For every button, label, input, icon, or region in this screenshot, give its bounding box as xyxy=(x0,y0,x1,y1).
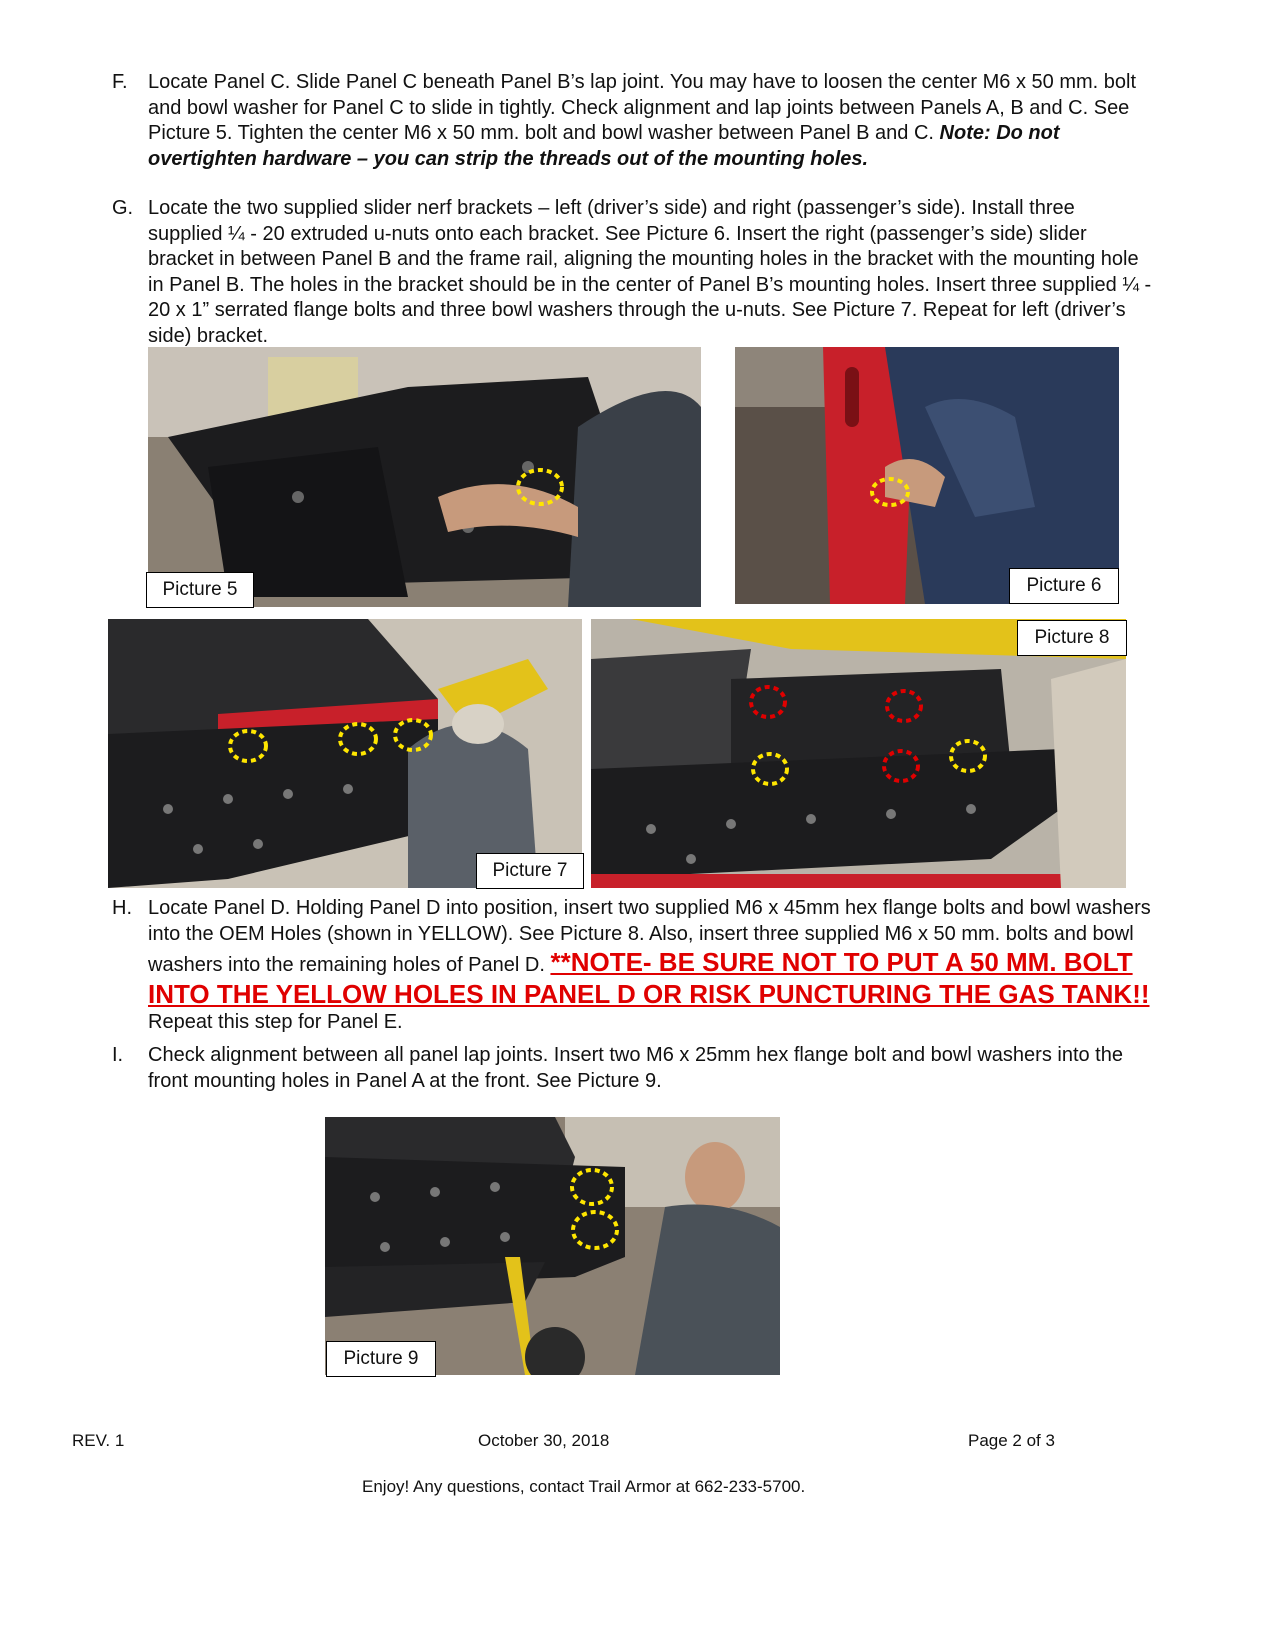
picture-7-caption: Picture 7 xyxy=(476,853,584,889)
step-text: Locate Panel D. Holding Panel D into position, insert two supplied M6 x 45mm hex flange bolts and bowl washers into the OEM Holes (shown in YELLOW). See Picture 8. Also, insert three supplied M6 x 50 mm. bolts and bowl washers into the remaining holes of Panel D. xyxy=(148,897,1151,976)
picture-7-photo xyxy=(108,619,582,888)
warning-text: **NOTE- BE SURE NOT TO PUT A 50 MM. BOLT INTO THE YELLOW HOLES IN PANEL D OR RISK PUNCTURING THE GAS TANK!! xyxy=(148,947,1150,1009)
step-h xyxy=(112,896,1152,1036)
picture-5-photo xyxy=(148,347,701,607)
step-letter: I. xyxy=(112,1044,124,1066)
step-letter: F. xyxy=(112,71,128,93)
step-i xyxy=(112,1043,1152,1094)
footer-page: Page 2 of 3 xyxy=(968,1431,1055,1450)
picture-6-caption: Picture 6 xyxy=(1009,568,1119,604)
footer-contact: Enjoy! Any questions, contact Trail Armor at 662-233-5700. xyxy=(362,1477,806,1496)
step-g xyxy=(112,196,1152,349)
footer-rev: REV. 1 xyxy=(72,1431,125,1450)
picture-9-caption: Picture 9 xyxy=(326,1341,436,1377)
step-f-body xyxy=(148,70,1152,172)
step-text-after: Repeat this step for Panel E. xyxy=(148,1011,403,1033)
step-text: Check alignment between all panel lap joints. Insert two M6 x 25mm hex flange bolt and bowl washers into the front mounting holes in Panel A at the front. See Picture 9. xyxy=(148,1044,1123,1092)
picture-6-photo xyxy=(735,347,1119,604)
picture-8-photo xyxy=(591,619,1126,888)
picture-9-photo xyxy=(325,1117,780,1375)
step-f xyxy=(112,70,1152,172)
step-text: Locate Panel C. Slide Panel C beneath Panel B’s lap joint. You may have to loosen the center M6 x 50 mm. bolt and bowl washer for Panel C to slide in tightly. Check alignment and lap joints between Panels A, B and C. See Picture 5. Tighten the center M6 x 50 mm. bolt and bowl washer between Panel B and C. xyxy=(148,71,1137,144)
step-h-body xyxy=(148,896,1152,1036)
step-text: Locate the two supplied slider nerf brackets – left (driver’s side) and right (passenger’s side). Install three supplied ¼ - 20 extruded u-nuts onto each bracket. See Picture 6. Insert the right (passenger’s side) slider bracket in between Panel B and the frame rail, aligning the mounting holes in the bracket with the mounting hole in Panel B. The holes in the bracket should be in the center of Panel B’s mounting holes. Insert three supplied ¼ - 20 x 1” serrated flange bolts and three bowl washers through the u-nuts. See Picture 7. Repeat for left (driver’s side) bracket. xyxy=(148,197,1152,347)
footer-date: October 30, 2018 xyxy=(478,1431,610,1450)
step-note: Note: Do not overtighten hardware – you can strip the threads out of the mounting holes. xyxy=(148,122,1060,170)
picture-8-caption: Picture 8 xyxy=(1017,620,1127,656)
picture-5-caption: Picture 5 xyxy=(146,572,254,608)
step-letter: G. xyxy=(112,197,134,219)
step-letter: H. xyxy=(112,897,132,919)
